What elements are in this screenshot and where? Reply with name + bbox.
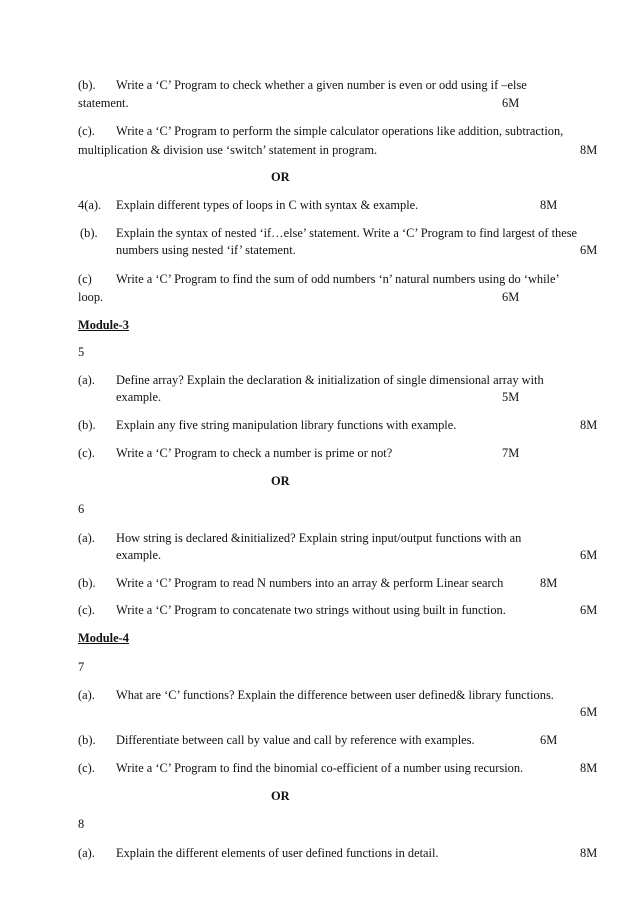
q6c-marks: 6M [580, 603, 598, 617]
q7c-text: Write a ‘C’ Program to find the binomial co-efficient of a number using recursion. [116, 761, 524, 775]
q6b-text: Write a ‘C’ Program to read N numbers into an array & perform Linear search [116, 576, 504, 590]
q6c-label: (c). [78, 603, 95, 617]
q8-number: 8 [78, 817, 85, 831]
q3b-text-line2: statement. [78, 96, 129, 110]
q6a-text-line2: example. [116, 548, 162, 562]
q3c-text-line2: multiplication & division use ‘switch’ statement in program. [78, 143, 378, 157]
q6-number: 6 [78, 502, 85, 516]
q4c-text-line1: Write a ‘C’ Program to find the sum of odd numbers ‘n’ natural numbers using do ‘while’ [116, 272, 560, 286]
q7c-marks: 8M [580, 761, 598, 775]
module-4-heading: Module-4 [78, 631, 129, 645]
q5b-text: Explain any five string manipulation library functions with example. [116, 418, 457, 432]
q3c-marks: 8M [580, 143, 598, 157]
q7b-marks: 6M [540, 733, 558, 747]
q3b-marks: 6M [502, 96, 520, 110]
q6a-label: (a). [78, 531, 95, 545]
or-separator-3: OR [271, 789, 290, 803]
q5-number: 5 [78, 345, 85, 359]
q4b-marks: 6M [580, 243, 598, 257]
q7a-marks: 6M [580, 705, 598, 719]
q7b-label: (b). [78, 733, 96, 747]
q8a-marks: 8M [580, 846, 598, 860]
module-3-heading: Module-3 [78, 318, 129, 332]
q5a-marks: 5M [502, 390, 520, 404]
q4a-label: 4(a). [78, 198, 102, 212]
q4b-text-line2: numbers using nested ‘if’ statement. [116, 243, 296, 257]
q7a-label: (a). [78, 688, 95, 702]
q4b-label: (b). [80, 226, 98, 240]
q5a-text-line1: Define array? Explain the declaration & initialization of single dimensional array with [116, 373, 544, 387]
q5a-label: (a). [78, 373, 95, 387]
q4b-text-line1: Explain the syntax of nested ‘if…else’ statement. Write a ‘C’ Program to find largest of these [116, 226, 578, 240]
q5b-label: (b). [78, 418, 96, 432]
q5c-marks: 7M [502, 446, 520, 460]
q7c-label: (c). [78, 761, 95, 775]
or-separator-2: OR [271, 474, 290, 488]
q3c-label: (c). [78, 124, 95, 138]
q5c-text: Write a ‘C’ Program to check a number is prime or not? [116, 446, 393, 460]
q5a-text-line2: example. [116, 390, 162, 404]
q5c-label: (c). [78, 446, 95, 460]
q3c-text-line1: Write a ‘C’ Program to perform the simple calculator operations like addition, subtraction, [116, 124, 564, 138]
q4c-label: (c) [78, 272, 92, 286]
q5b-marks: 8M [580, 418, 598, 432]
q4a-text: Explain different types of loops in C with syntax & example. [116, 198, 419, 212]
q4c-marks: 6M [502, 290, 520, 304]
q6b-marks: 8M [540, 576, 558, 590]
q7b-text: Differentiate between call by value and call by reference with examples. [116, 733, 475, 747]
q4c-text-line2: loop. [78, 290, 104, 304]
q3b-text-line1: Write a ‘C’ Program to check whether a given number is even or odd using if –else [116, 78, 527, 92]
q6a-text-line1: How string is declared &initialized? Explain string input/output functions with an [116, 531, 522, 545]
q4a-marks: 8M [540, 198, 558, 212]
q6a-marks: 6M [580, 548, 598, 562]
q7a-text: What are ‘C’ functions? Explain the difference between user defined& library functions. [116, 688, 554, 702]
q6c-text: Write a ‘C’ Program to concatenate two strings without using built in function. [116, 603, 506, 617]
q8a-text: Explain the different elements of user defined functions in detail. [116, 846, 439, 860]
q6b-label: (b). [78, 576, 96, 590]
q8a-label: (a). [78, 846, 95, 860]
q3b-label: (b). [78, 78, 96, 92]
or-separator-1: OR [271, 170, 290, 184]
q7-number: 7 [78, 660, 85, 674]
